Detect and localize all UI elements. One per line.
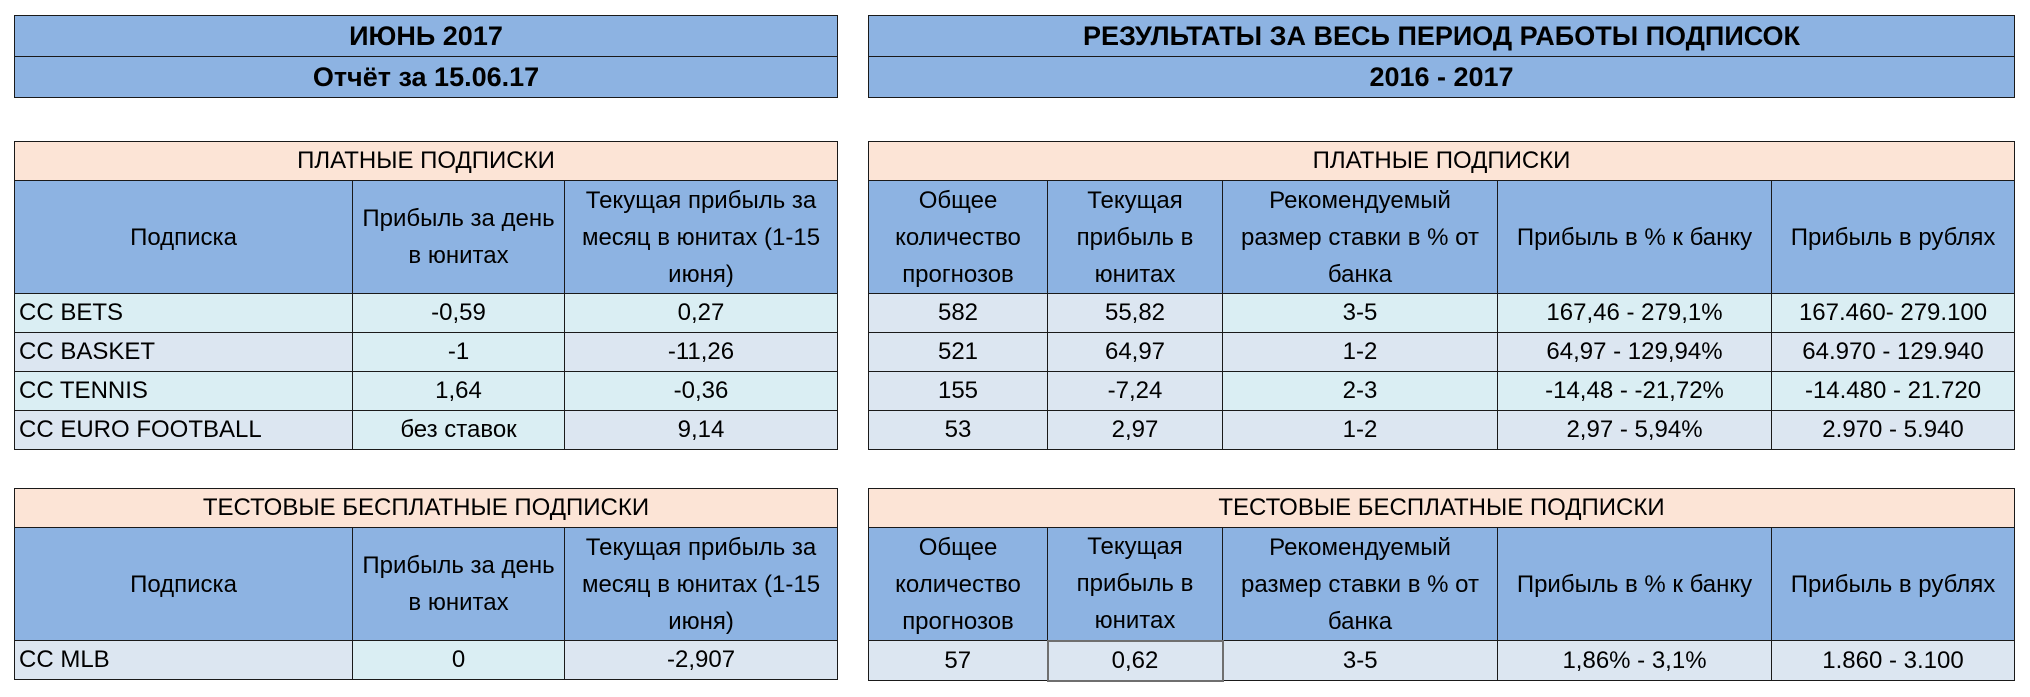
- column-header: Общее количество прогнозов: [869, 181, 1048, 294]
- stake-size-cell: 1-2: [1223, 411, 1498, 450]
- column-header: Подписка: [15, 528, 353, 641]
- column-header: Текущая прибыль в юнитах: [1048, 181, 1223, 294]
- table-row: [15, 641, 838, 680]
- current-profit-cell: -7,24: [1048, 372, 1223, 411]
- forecast-count-cell: 57: [869, 641, 1048, 681]
- stake-size-cell: 1-2: [1223, 333, 1498, 372]
- period-years-subtitle: 2016 - 2017: [869, 57, 2015, 98]
- bank-percent-cell: -14,48 - -21,72%: [1498, 372, 1772, 411]
- rubles-profit-cell: 2.970 - 5.940: [1772, 411, 2015, 450]
- stake-size-cell: 2-3: [1223, 372, 1498, 411]
- monthly-profit-cell: -0,36: [565, 372, 838, 411]
- bank-percent-cell: 1,86% - 3,1%: [1498, 641, 1772, 681]
- daily-profit-cell: -1: [353, 333, 565, 372]
- table-row: [15, 333, 838, 372]
- section-title: ТЕСТОВЫЕ БЕСПЛАТНЫЕ ПОДПИСКИ: [15, 489, 838, 528]
- stake-size-cell: 3-5: [1223, 294, 1498, 333]
- table-row: [15, 372, 838, 411]
- column-header: Рекомендуемый размер ставки в % от банка: [1223, 528, 1498, 641]
- subscription-name: CC MLB: [15, 641, 353, 680]
- rubles-profit-cell: 64.970 - 129.940: [1772, 333, 2015, 372]
- table-row: [869, 333, 2015, 372]
- subscription-name: CC BASKET: [15, 333, 353, 372]
- table-row: [869, 411, 2015, 450]
- test-subscriptions-daily-table: [14, 488, 838, 680]
- current-profit-cell: 64,97: [1048, 333, 1223, 372]
- table-row: [15, 411, 838, 450]
- column-header: Прибыль в % к банку: [1498, 528, 1772, 641]
- table-row: [869, 641, 2015, 681]
- bank-percent-cell: 2,97 - 5,94%: [1498, 411, 1772, 450]
- column-header: Прибыль за день в юнитах: [353, 181, 565, 294]
- column-header: Общее количество прогнозов: [869, 528, 1048, 641]
- rubles-profit-cell: -14.480 - 21.720: [1772, 372, 2015, 411]
- current-profit-cell: 55,82: [1048, 294, 1223, 333]
- daily-profit-cell: без ставок: [353, 411, 565, 450]
- monthly-profit-cell: -11,26: [565, 333, 838, 372]
- period-results-title: РЕЗУЛЬТАТЫ ЗА ВЕСЬ ПЕРИОД РАБОТЫ ПОДПИСОК: [869, 16, 2015, 57]
- section-title: ПЛАТНЫЕ ПОДПИСКИ: [15, 142, 838, 181]
- forecast-count-cell: 582: [869, 294, 1048, 333]
- subscription-name: CC BETS: [15, 294, 353, 333]
- monthly-profit-cell: 9,14: [565, 411, 838, 450]
- test-subscriptions-period-table: [868, 488, 2015, 682]
- column-header: Прибыль в рублях: [1772, 528, 2015, 641]
- rubles-profit-cell: 1.860 - 3.100: [1772, 641, 2015, 681]
- table-row: [15, 294, 838, 333]
- forecast-count-cell: 155: [869, 372, 1048, 411]
- column-header: Прибыль за день в юнитах: [353, 528, 565, 641]
- stake-size-cell: 3-5: [1223, 641, 1498, 681]
- subscription-name: CC EURO FOOTBALL: [15, 411, 353, 450]
- bank-percent-cell: 64,97 - 129,94%: [1498, 333, 1772, 372]
- current-profit-cell: 2,97: [1048, 411, 1223, 450]
- left-header-table: [14, 15, 838, 98]
- daily-profit-cell: 0: [353, 641, 565, 680]
- table-row: [869, 294, 2015, 333]
- section-title: ПЛАТНЫЕ ПОДПИСКИ: [869, 142, 2015, 181]
- report-date-subtitle: Отчёт за 15.06.17: [15, 57, 838, 98]
- daily-profit-cell: 1,64: [353, 372, 565, 411]
- rubles-profit-cell: 167.460- 279.100: [1772, 294, 2015, 333]
- column-header: Прибыль в рублях: [1772, 181, 2015, 294]
- column-header: Текущая прибыль за месяц в юнитах (1-15 июня): [565, 181, 838, 294]
- column-header: Подписка: [15, 181, 353, 294]
- column-header: Рекомендуемый размер ставки в % от банка: [1223, 181, 1498, 294]
- daily-profit-cell: -0,59: [353, 294, 565, 333]
- right-header-table: [868, 15, 2015, 98]
- monthly-profit-cell: -2,907: [565, 641, 838, 680]
- subscription-name: CC TENNIS: [15, 372, 353, 411]
- column-header: Текущая прибыль в юнитах: [1048, 528, 1223, 641]
- paid-subscriptions-period-table: [868, 141, 2015, 450]
- column-header: Прибыль в % к банку: [1498, 181, 1772, 294]
- section-title: ТЕСТОВЫЕ БЕСПЛАТНЫЕ ПОДПИСКИ: [869, 489, 2015, 528]
- bank-percent-cell: 167,46 - 279,1%: [1498, 294, 1772, 333]
- column-header: Текущая прибыль за месяц в юнитах (1-15 июня): [565, 528, 838, 641]
- forecast-count-cell: 521: [869, 333, 1048, 372]
- paid-subscriptions-daily-table: [14, 141, 838, 450]
- current-profit-cell[interactable]: 0,62: [1048, 641, 1223, 681]
- table-row: [869, 372, 2015, 411]
- forecast-count-cell: 53: [869, 411, 1048, 450]
- report-month-title: ИЮНЬ 2017: [15, 16, 838, 57]
- monthly-profit-cell: 0,27: [565, 294, 838, 333]
